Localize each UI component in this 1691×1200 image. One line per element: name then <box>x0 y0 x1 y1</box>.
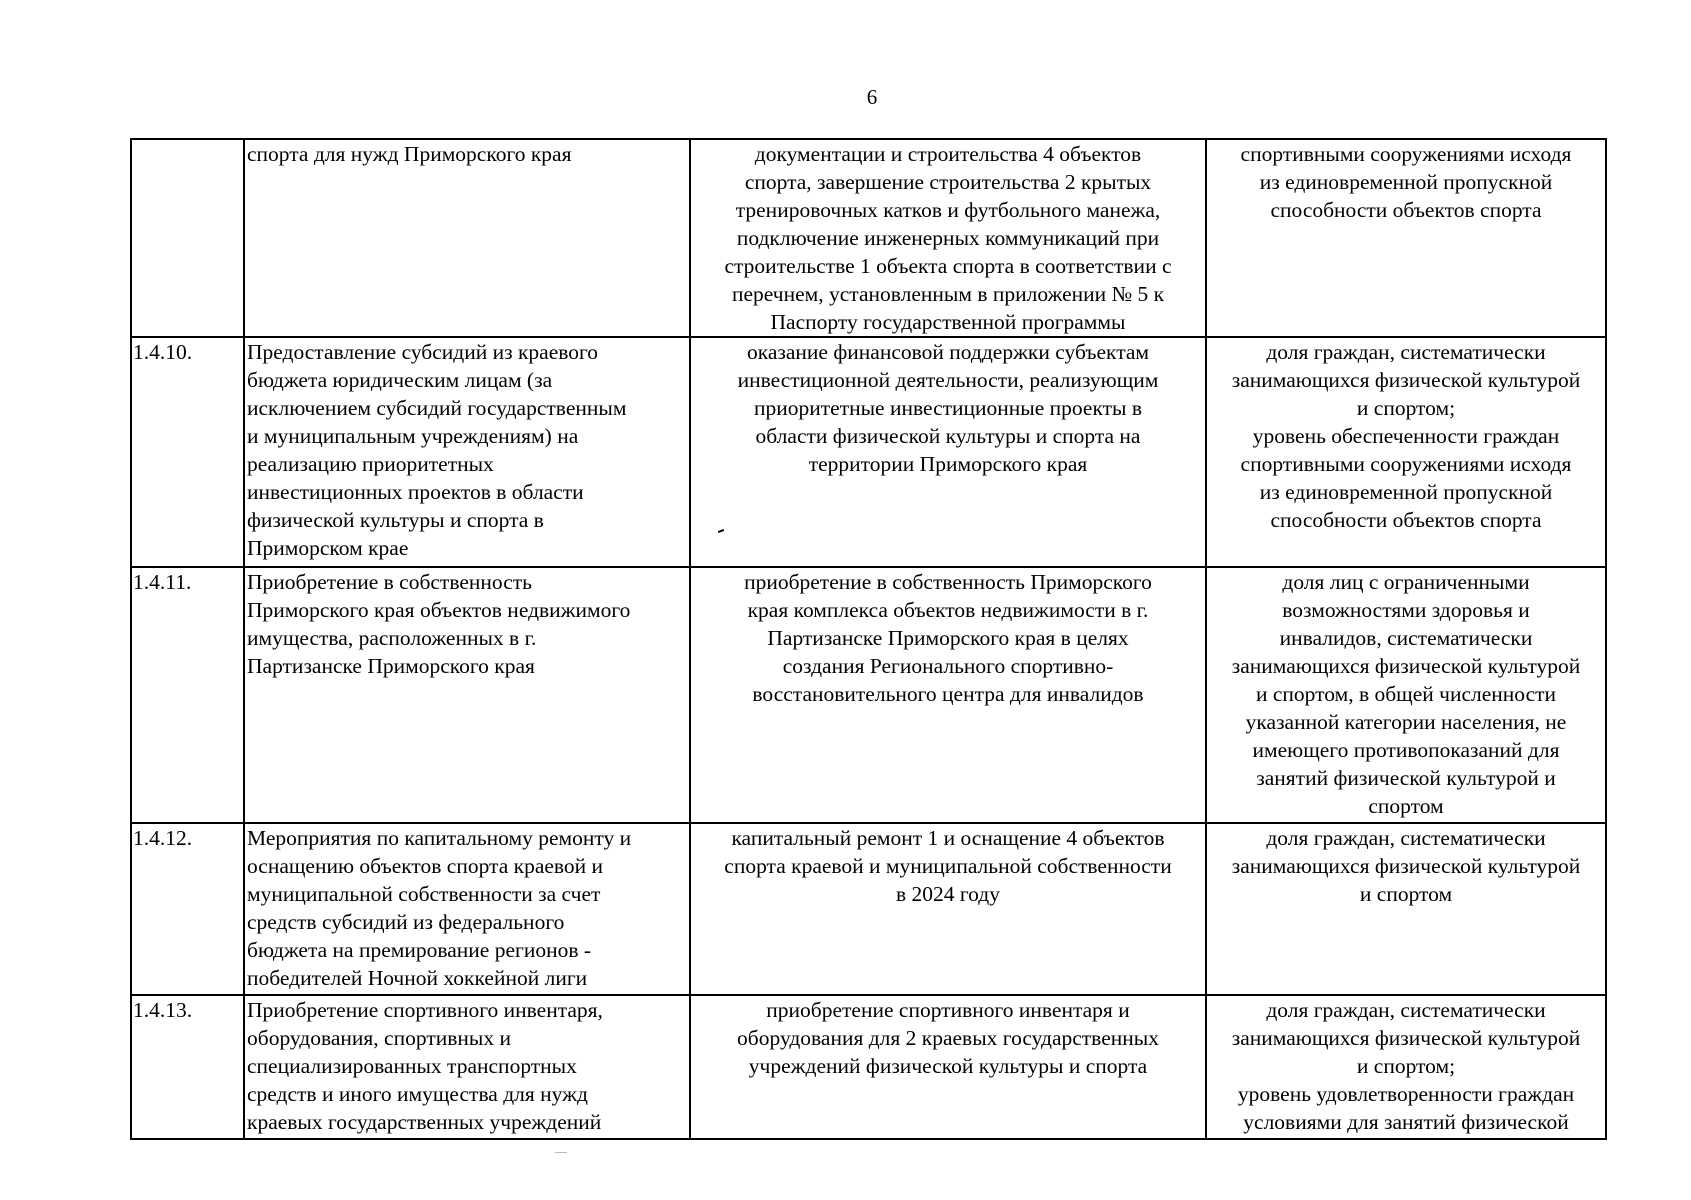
measure-name-cell: Предоставление субсидий из краевого бюджета юридическим лицам (за исключением субсидий государственным и муниципальным учреждениям) на реализацию приоритетных инвестиционных проектов в области физической культуры и спорта в Приморском крае <box>244 337 690 567</box>
row-number-cell <box>131 139 244 337</box>
measure-name-cell: Приобретение в собственность Приморского края объектов недвижимого имущества, расположенных в г. Партизанске Приморского края <box>244 567 690 823</box>
measures-table <box>130 138 1607 1140</box>
indicator-cell: доля граждан, систематически занимающихся физической культурой и спортом; уровень обеспеченности граждан спортивными сооружениями исходя из единовременной пропускной способности объектов спорта <box>1206 337 1606 567</box>
scan-speck <box>555 1152 567 1153</box>
table-row <box>131 337 1606 567</box>
expected-result-cell: оказание финансовой поддержки субъектам инвестиционной деятельности, реализующим приоритетные инвестиционные проекты в области физической культуры и спорта на территории Приморского края <box>690 337 1206 567</box>
indicator-cell: доля граждан, систематически занимающихся физической культурой и спортом <box>1206 823 1606 995</box>
table-row <box>131 995 1606 1139</box>
page-number: 6 <box>866 85 878 109</box>
indicator-cell: доля граждан, систематически занимающихся физической культурой и спортом; уровень удовлетворенности граждан условиями для занятий физической <box>1206 995 1606 1139</box>
expected-result-cell: приобретение в собственность Приморского края комплекса объектов недвижимости в г. Партизанске Приморского края в целях создания Регионального спортивно- восстановительного центра для инвалидов <box>690 567 1206 823</box>
expected-result-cell: капитальный ремонт 1 и оснащение 4 объектов спорта краевой и муниципальной собственности в 2024 году <box>690 823 1206 995</box>
indicator-cell: спортивными сооружениями исходя из единовременной пропускной способности объектов спорта <box>1206 139 1606 337</box>
row-number-cell: 1.4.11. <box>131 567 244 823</box>
table-row <box>131 567 1606 823</box>
row-number-cell: 1.4.13. <box>131 995 244 1139</box>
measure-name-cell: Приобретение спортивного инвентаря, оборудования, спортивных и специализированных транспортных средств и иного имущества для нужд краевых государственных учреждений <box>244 995 690 1139</box>
table-row <box>131 823 1606 995</box>
measure-name-cell: спорта для нужд Приморского края <box>244 139 690 337</box>
measure-name-cell: Мероприятия по капитальному ремонту и оснащению объектов спорта краевой и муниципальной собственности за счет средств субсидий из федерального бюджета на премирование регионов - победителей Ночной хоккейной лиги <box>244 823 690 995</box>
expected-result-cell: приобретение спортивного инвентаря и оборудования для 2 краевых государственных учреждений физической культуры и спорта <box>690 995 1206 1139</box>
indicator-cell: доля лиц с ограниченными возможностями здоровья и инвалидов, систематически занимающихся физической культурой и спортом, в общей численности указанной категории населения, не имеющего противопоказаний для занятий физической культурой и спортом <box>1206 567 1606 823</box>
expected-result-cell: документации и строительства 4 объектов спорта, завершение строительства 2 крытых тренировочных катков и футбольного манежа, подключение инженерных коммуникаций при строительстве 1 объекта спорта в соответствии с перечнем, установленным в приложении № 5 к Паспорту государственной программы <box>690 139 1206 337</box>
table-row <box>131 139 1606 337</box>
row-number-cell: 1.4.10. <box>131 337 244 567</box>
row-number-cell: 1.4.12. <box>131 823 244 995</box>
